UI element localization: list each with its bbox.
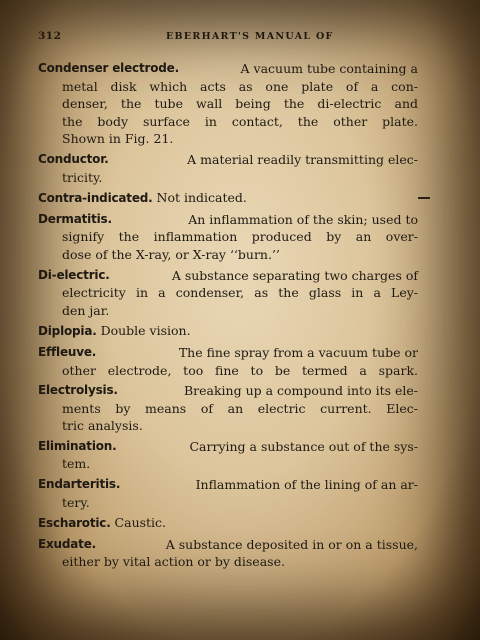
entry-continuation-line: den jar. bbox=[62, 302, 110, 318]
glossary-term: Di-electric. bbox=[38, 267, 110, 282]
glossary-term: Conductor. bbox=[38, 151, 109, 166]
entry-first-line bbox=[38, 211, 418, 229]
entry-first-line bbox=[38, 267, 418, 285]
stray-dash-mark bbox=[418, 197, 430, 199]
entry-first-line bbox=[38, 151, 418, 169]
glossary-entry bbox=[38, 514, 418, 533]
entry-first-line bbox=[38, 344, 418, 362]
glossary-term: Contra-indicated. bbox=[38, 191, 153, 206]
entry-continuation-line: metal disk which acts as one plate of a con- bbox=[62, 78, 418, 94]
definition-text: Double vision. bbox=[96, 323, 191, 339]
glossary-body bbox=[38, 60, 418, 574]
definition-text: Breaking up a compound into its ele- bbox=[179, 383, 418, 399]
glossary-term: Condenser electrode. bbox=[38, 61, 179, 75]
glossary-entry bbox=[38, 438, 418, 473]
entry-first-line bbox=[38, 514, 418, 533]
glossary-entry bbox=[38, 536, 418, 571]
glossary-entry bbox=[38, 322, 418, 341]
definition-text: A substance deposited in or on a tissue, bbox=[161, 536, 418, 552]
definition-text: Carrying a substance out of the sys- bbox=[185, 438, 418, 454]
entry-first-line bbox=[38, 382, 418, 400]
definition-text: The fine spray from a vacuum tube or bbox=[174, 344, 418, 360]
glossary-entry bbox=[38, 211, 418, 264]
definition-text: A material readily transmitting elec- bbox=[183, 151, 418, 167]
definition-text: Inflammation of the lining of an ar- bbox=[191, 477, 418, 493]
entry-continuation-line: denser, the tube wall being the di-electric and bbox=[62, 96, 418, 112]
glossary-term: Endarteritis. bbox=[38, 477, 121, 492]
entry-first-line bbox=[38, 438, 418, 456]
definition-text: Caustic. bbox=[110, 515, 167, 531]
entry-continuation-line: tricity. bbox=[62, 169, 103, 185]
glossary-term: Electrolysis. bbox=[38, 383, 118, 398]
entry-continuation-line: other electrode, too fine to be termed a spark. bbox=[62, 362, 418, 378]
entry-continuation-line: tric analysis. bbox=[62, 418, 143, 434]
entry-continuation-line: dose of the X-ray, or X-ray ‘‘burn.’’ bbox=[62, 246, 280, 262]
entry-continuation-line: the body surface in contact, the other plate. bbox=[62, 113, 418, 129]
entry-continuation-line: ments by means of an electric current. Elec- bbox=[62, 400, 418, 416]
entry-first-line bbox=[38, 536, 418, 554]
glossary-entry bbox=[38, 151, 418, 186]
glossary-entry bbox=[38, 189, 418, 208]
entry-continuation-line: signify the inflammation produced by an over- bbox=[62, 229, 418, 245]
entry-continuation-line: electricity in a condenser, as the glass in a Ley- bbox=[62, 285, 418, 301]
definition-text: Not indicated. bbox=[152, 190, 247, 206]
entry-continuation-line: tery. bbox=[62, 494, 90, 510]
glossary-entry bbox=[38, 267, 418, 320]
glossary-entry bbox=[38, 476, 418, 511]
glossary-entry bbox=[38, 382, 418, 435]
definition-text: A substance separating two charges of bbox=[167, 267, 418, 283]
entry-first-line bbox=[38, 322, 418, 341]
glossary-term: Diplopia. bbox=[38, 324, 97, 339]
entry-continuation-line: tem. bbox=[62, 456, 91, 472]
page-header bbox=[38, 30, 452, 50]
definition-text: A vacuum tube containing a bbox=[236, 61, 418, 76]
entry-continuation-line: Shown in Fig. 21. bbox=[62, 131, 174, 147]
entry-continuation-line: either by vital action or by disease. bbox=[62, 554, 285, 570]
running-head: EBERHART'S MANUAL OF bbox=[166, 31, 334, 42]
definition-text: An inflammation of the skin; used to bbox=[184, 211, 418, 227]
glossary-term: Elimination. bbox=[38, 438, 117, 453]
entry-first-line bbox=[38, 60, 418, 78]
glossary-entry bbox=[38, 60, 418, 148]
glossary-entry bbox=[38, 344, 418, 379]
entry-first-line bbox=[38, 476, 418, 494]
entry-first-line bbox=[38, 189, 418, 208]
glossary-term: Escharotic. bbox=[38, 516, 111, 531]
glossary-term: Dermatitis. bbox=[38, 211, 112, 226]
glossary-term: Exudate. bbox=[38, 536, 97, 551]
glossary-term: Effleuve. bbox=[38, 344, 97, 359]
page-number: 312 bbox=[38, 30, 62, 42]
